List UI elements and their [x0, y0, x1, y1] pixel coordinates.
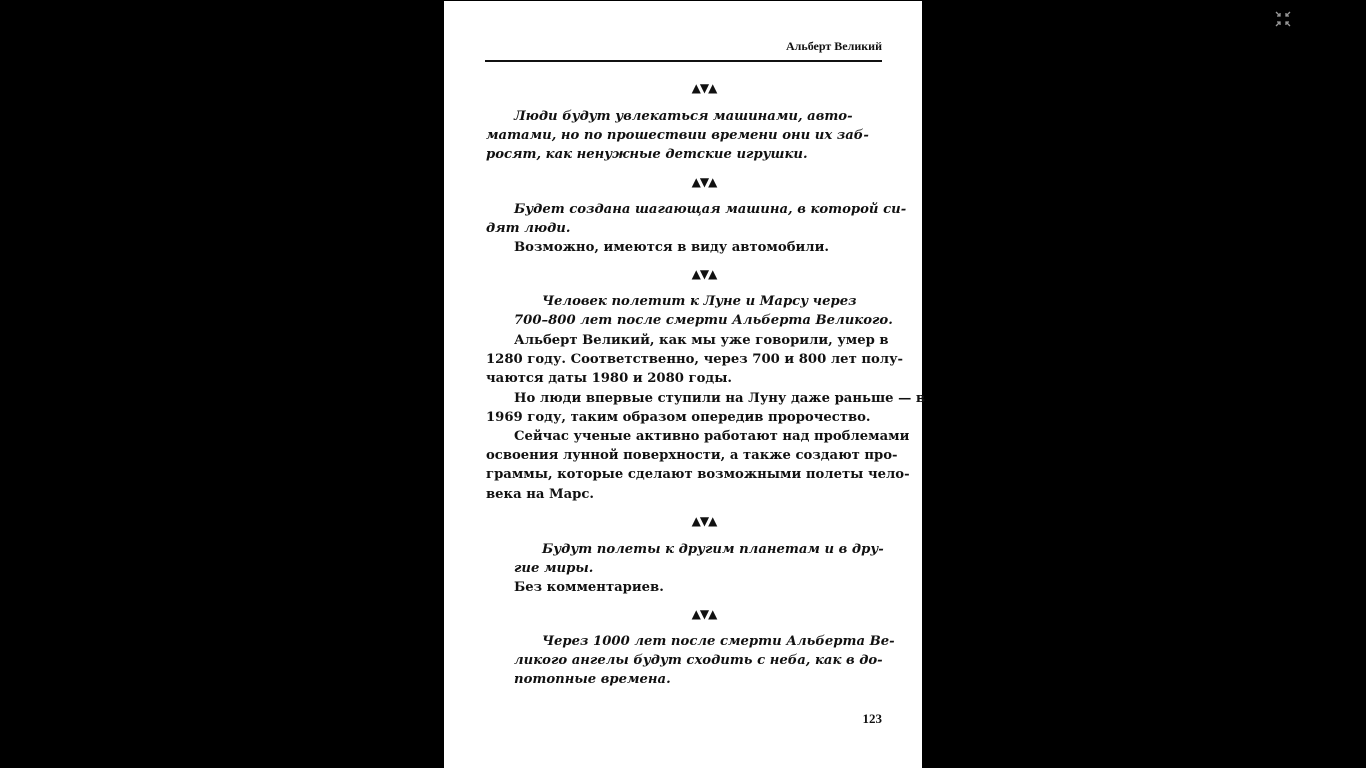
- prophecy-text: Будут полеты к другим планетам и в дру- гие миры.: [514, 542, 884, 577]
- commentary-text: Возможно, имеются в виду автомобили.: [514, 240, 829, 255]
- running-title: Альберт Великий: [785, 39, 882, 53]
- prophecy-text: Люди будут увлекаться машинами, авто- матами, но по прошествии времени они их заб- росят, как ненужные детские игрушки.: [486, 109, 869, 163]
- prophecy-text: Будет создана шагающая машина, в которой си- дят люди.: [486, 202, 907, 237]
- header-rule: [485, 60, 882, 62]
- section-ornament: ▲▼▲: [691, 267, 717, 281]
- section-ornament: ▲▼▲: [691, 81, 717, 95]
- page-number: 123: [862, 711, 882, 726]
- section-ornament: ▲▼▲: [691, 514, 717, 528]
- book-page: [444, 1, 926, 768]
- prophecy-text: Через 1000 лет после смерти Альберта Ве- ликого ангелы будут сходить с неба, как в до- потопные времена.: [514, 634, 895, 688]
- exit-fullscreen-icon[interactable]: [1272, 8, 1294, 30]
- section-ornament: ▲▼▲: [691, 175, 717, 189]
- commentary-text: Без комментариев.: [514, 580, 664, 595]
- section-ornament: ▲▼▲: [691, 607, 717, 621]
- prophecy-text: Человек полетит к Луне и Марсу через 700–800 лет после смерти Альберта Великого.: [514, 294, 893, 329]
- commentary-text: Альберт Великий, как мы уже говорили, умер в 1280 году. Соответственно, через 700 и 800 лет полу- чаются даты 1980 и 2080 годы. Но люди впервые ступили на Луну даже раньше — в 1969 году, таким образом опередив пророчество. Сейчас ученые активно работают над проблемами освоения лунной поверхности, а также создают про- граммы, которые сделают возможными полеты чело- века на Марс.: [486, 333, 926, 502]
